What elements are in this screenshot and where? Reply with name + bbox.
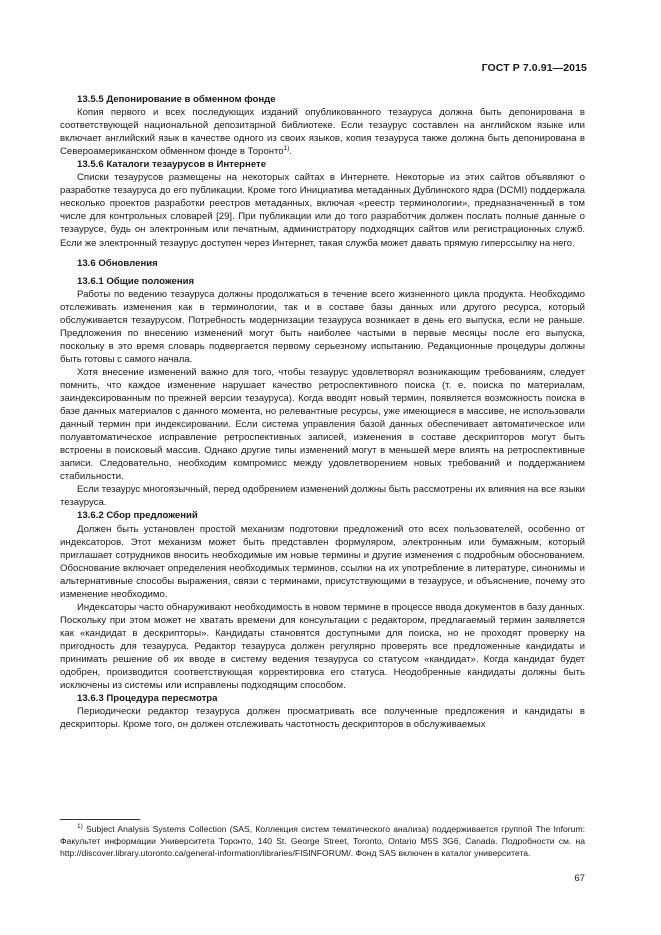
paragraph-13-6-1-c: Если тезаурус многоязычный, перед одобрением изменений должны быть рассмотрены их влияния на все языки тезауруса. — [60, 484, 585, 509]
paragraph-13-6-2-b: Индексаторы часто обнаруживают необходимость в новом термине в процессе ввода документов в базу данных. Поскольку при этом может не хватать времени для консультации с редактором, предлагаемый термин заявляется как «кандидат в дескрипторы». Кандидаты становятся доступными для поиска, но не проходят проверку на пригодность для тезауруса. Редактор тезауруса должен регулярно проверять все предложенные кандидаты и принимать решение об их вводе в систему ведения тезауруса со статусом «кандидат». Когда кандидат будет одобрен, производится соответствующая корректировка его статуса. Неодобренные кандидаты должны быть исключены из системы или исправлены подходящим способом. — [60, 601, 585, 692]
footnote — [60, 823, 585, 859]
footnote-ref[interactable]: 1) — [283, 145, 290, 152]
paragraph-text: Копия первого и всех последующих изданий опубликованного тезауруса должна быть депонирована в соответствующей национальной депозитарной библиотеке. Если тезаурус составлен на английском языке или включает английский язык в качестве одного из своих языков, копия тезауруса также должна быть депонирована в Североамериканском обменном фонде в Торонто — [60, 107, 585, 158]
footnote-marker: 1) — [77, 823, 83, 831]
paragraph-13-6-3: Периодически редактор тезауруса должен просматривать все полученные предложения и кандидаты в дескрипторы. Кроме того, он должен отслеживать частотность дескрипторов в обслуживаемых — [60, 706, 585, 731]
footnote-divider — [60, 819, 140, 820]
document-header: ГОСТ Р 7.0.91—2015 — [481, 62, 587, 74]
heading-13-6-3: 13.6.3 Процедура пересмотра — [77, 693, 218, 705]
heading-13-6-2: 13.6.2 Сбор предложений — [77, 510, 198, 522]
heading-13-6-1: 13.6.1 Общие положения — [77, 275, 195, 287]
paragraph-13-6-1-a: Работы по ведению тезауруса должны продолжаться в течение всего жизненного цикла продукта. Необходимо отслеживать изменения как в терминологии, так и в составе базы данных или другого ресурса, который обслуживается тезаурусом. Потребность модернизации тезауруса возникает в день его выпуска, если не раньше. Предложения по внесению изменений могут быть наиболее частыми в первые месяцы после его выпуска, поскольку в это время словарь подвергается первому серьезному испытанию. Редакционные процедуры должны быть готовы с самого начала. — [60, 288, 585, 365]
paragraph-tail: . — [289, 146, 293, 158]
heading-13-5-6: 13.5.6 Каталоги тезаурусов в Интернете — [77, 159, 267, 171]
page-number: 67 — [574, 873, 585, 884]
paragraph-13-5-5 — [60, 106, 585, 158]
paragraph-13-6-1-b: Хотя внесение изменений важно для того, чтобы тезаурус удовлетворял возникающим требованиям, следует помнить, что каждое изменение нарушает качество ретроспективного поиска (т. е. поиска по материалам, заиндексированным по прежней версии тезауруса). Когда вводят новый термин, появляется возможность поиска в базе данных материалов с данного момента, но релевантные ресурсы, уже имеющиеся в массиве, не использовали данный термин при индексировании. Если система управления базой данных обеспечивает автоматическое или полуавтоматическое исправление ретроспективных записей, изменения в составе дескрипторов могут быть встроены в поисковый массив. Однако другие типы изменений могут в меньшей мере влиять на ретроспективные записи. Следовательно, необходим компромисс между удовлетворением новых требований и поддержанием стабильности. — [60, 366, 585, 483]
section-heading-13-6: 13.6 Обновления — [77, 257, 158, 269]
paragraph-13-5-6: Списки тезаурусов размещены на некоторых сайтах в Интернете. Некоторые из этих сайтов объявляют о разработке тезауруса до его публикации. Кроме того Инициатива метаданных Дублинского ядра (DCMI) поддержала несколько проектов разработки реестров метаданных, включая «реестр терминологии», предназначенный в том числе для контрольных словарей [29]. При публикации или до того разработчик должен послать полные данные о тезаурусе, будь он электронным или печатным, администратору подходящих сайтов или регистрационных служб. Если же электронный тезаурус доступен через Интернет, такая служба может давать прямую гиперссылку на него. — [60, 172, 585, 249]
paragraph-13-6-2-a: Должен быть установлен простой механизм подготовки предложений ото всех пользователей, особенно от индексаторов. Этот механизм может быть представлен формуляром, электронным или бумажным, который приглашает сотрудников вносить необходимые им новые термины и другие изменения с подробным обоснованием. Обоснование включает определения необходимых терминов, ссылки на их употребление в литературе, синонимы и альтернативные способы выражения, связи с терминами, присутствующими в тезаурусе, и объяснение, почему это изменение необходимо. — [60, 523, 585, 600]
page-content — [60, 93, 585, 731]
heading-13-5-5: 13.5.5 Депонирование в обменном фонде — [77, 94, 276, 105]
footnote-text: Subject Analysis Systems Collection (SAS, Коллекция систем тематического анализа) поддерживается группой The Inforum: Факультет информации Университета Торонто, 140 St. George Street, Toronto, Ontario M5S 3G6, Canada. Подробности см. на http://discover.library.utoronto.ca/general-information/libraries/FISINFORUM/. Фонд SAS включен в каталог университета. — [60, 824, 585, 858]
